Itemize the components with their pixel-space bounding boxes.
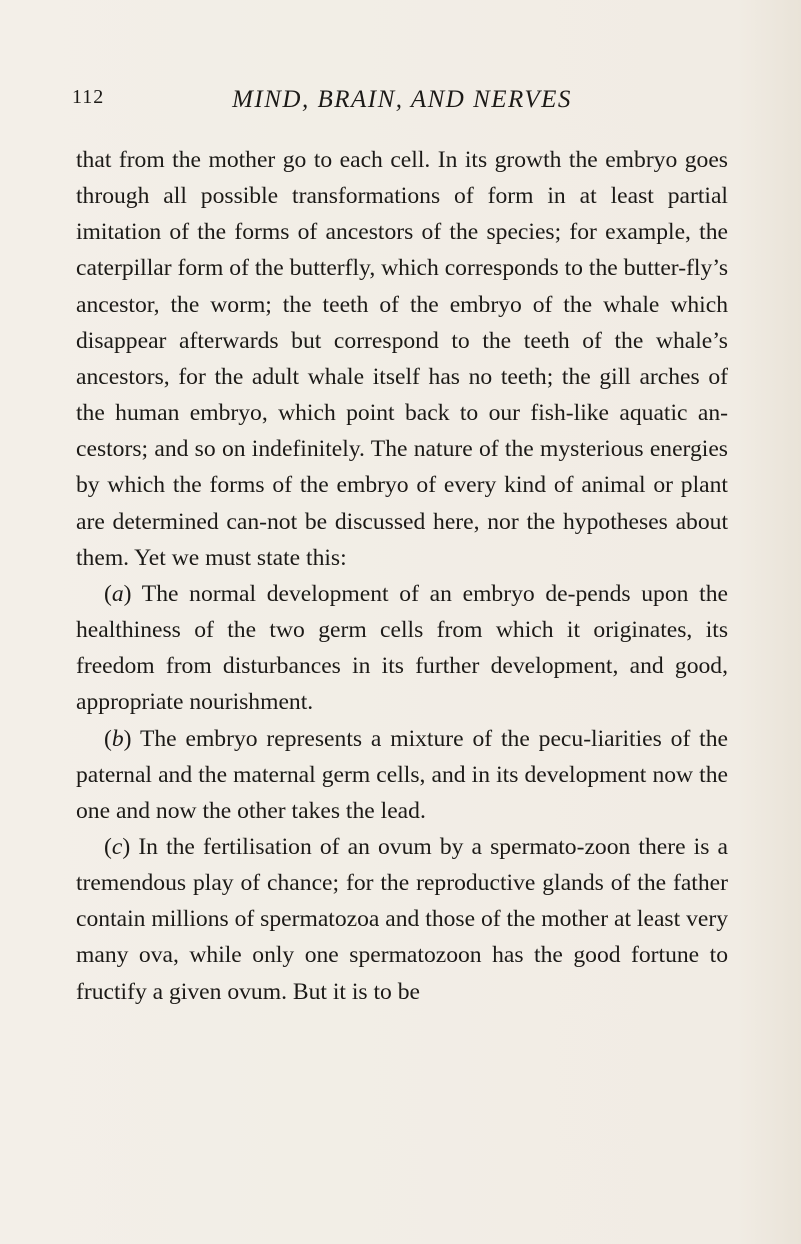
marker-letter: c — [111, 833, 123, 860]
list-marker: (b) — [104, 725, 132, 752]
paragraph-text: The embryo represents a mixture of the pecu-liarities of the paternal and the maternal germ cells, and in its development now the one and now the other takes the lead. — [76, 725, 728, 824]
paragraph-text: In the fertilisation of an ovum by a spermato-zoon there is a tremendous play of chance; for the reproductive glands of the father contain millions of spermatozoa and those of the mother at least very many ova, while only one spermatozoon has the good fortune to fructify a given ovum. But it is to be — [76, 833, 728, 1005]
paragraph-text: The normal development of an embryo de-pends upon the healthiness of the two germ cells from which it originates, its freedom from disturbances in its further development, and good, appropriate nourishment. — [76, 580, 728, 716]
running-title: MIND, BRAIN, AND NERVES — [232, 86, 572, 113]
body-text — [76, 142, 728, 1010]
paragraph-text: that from the mother go to each cell. In its growth the embryo goes through all possible transformations of form in at least partial imitation of the forms of ancestors of the species; for example, the caterpillar form of the butterfly, which corresponds to the butter-fly’s ancestor, the worm; the teeth of the embryo of the whale which disappear afterwards but correspond to the teeth of the whale’s ancestors, for the adult whale itself has no teeth; the gill arches of the human embryo, which point back to our fish-like aquatic an-cestors; and so on indefinitely. The nature of the mysterious energies by which the forms of the embryo of every kind of animal or plant are determined can-not be discussed here, nor the hypotheses about them. Yet we must state this: — [76, 147, 728, 571]
running-head — [72, 86, 732, 116]
marker-letter: b — [111, 725, 124, 752]
marker-letter: a — [111, 580, 124, 607]
paragraph-opening — [76, 142, 728, 576]
page-number: 112 — [72, 86, 105, 108]
list-marker: (c) — [104, 833, 131, 860]
paragraph-item-c — [76, 829, 728, 1010]
paragraph-item-b — [76, 721, 728, 829]
list-marker: (a) — [104, 580, 132, 607]
paragraph-item-a — [76, 576, 728, 721]
